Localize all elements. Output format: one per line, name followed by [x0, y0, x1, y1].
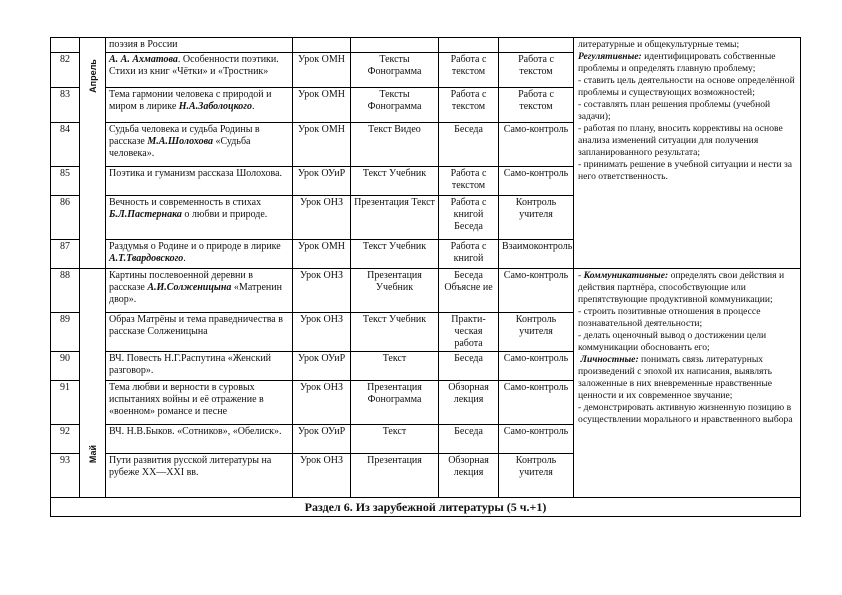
lesson-topic: [106, 196, 293, 240]
lesson-topic: [106, 381, 293, 425]
lesson-type: Урок ОМН: [293, 123, 351, 167]
lesson-means: Презентация: [351, 454, 439, 498]
row-number: 91: [51, 381, 80, 425]
row-number: 85: [51, 167, 80, 196]
lesson-means: Презентация Текст: [351, 196, 439, 240]
author-name: Б.Л.Пастернака: [109, 209, 182, 220]
lesson-activity: Обзорная лекция: [439, 454, 499, 498]
lesson-type: Урок ОНЗ: [293, 313, 351, 352]
topic-text: Образ Матрёны и тема праведничества в рассказе Солженицына: [109, 314, 283, 337]
lesson-activity: Беседа: [439, 352, 499, 381]
row-number: 86: [51, 196, 80, 240]
lesson-topic: [106, 269, 293, 313]
topic-text: «Судьба человека».: [109, 136, 251, 159]
lesson-type: Урок ОУиР: [293, 167, 351, 196]
lesson-activity: Практи-ческая работа: [439, 313, 499, 352]
topic-continuation: поэзия в России: [106, 38, 293, 53]
lesson-activity: Беседа: [439, 425, 499, 454]
author-name: М.А.Шолохова: [147, 136, 214, 147]
topic-text: Вечность и современность в стихах: [109, 197, 262, 208]
topic-text: Судьба человека и судьба Родины в рассказе: [109, 124, 260, 147]
lesson-activity: Беседа: [439, 123, 499, 167]
lesson-means: Тексты Фонограмма: [351, 88, 439, 123]
lesson-topic: [106, 167, 293, 196]
lesson-type: Урок ОНЗ: [293, 269, 351, 313]
topic-text: Тема любви и верности в суровых испытаниях войны и её отражение в «военном» романсе и песне: [109, 382, 264, 417]
lesson-activity: Работа с текстом: [439, 88, 499, 123]
lesson-control: Контроль учителя: [499, 454, 574, 498]
topic-text: ВЧ. Повесть Н.Г.Распутина «Женский разговор».: [109, 353, 272, 376]
lesson-topic: [106, 454, 293, 498]
uud-label-personal: Личностные:: [580, 354, 639, 365]
topic-text: Пути развития русской литературы на рубеже XX—XXI вв.: [109, 455, 272, 478]
row-number: 87: [51, 240, 80, 269]
row-number: 84: [51, 123, 80, 167]
lesson-type: Урок ОНЗ: [293, 454, 351, 498]
uud-text: идентифицировать собственные проблемы и определять главную проблему;: [578, 51, 776, 74]
lesson-topic: [106, 425, 293, 454]
table-row: [51, 38, 801, 53]
author-name: А. А. Ахматова: [109, 54, 178, 65]
uud-text: определять свои действия и действия партнёра, способствующие или препятствующие продуктивной коммуникации;: [578, 270, 785, 305]
lesson-means: Текст Учебник: [351, 240, 439, 269]
lesson-means: Текст: [351, 425, 439, 454]
row-number: 93: [51, 454, 80, 498]
lesson-type: Урок ОНЗ: [293, 381, 351, 425]
lesson-control: Само-контроль: [499, 123, 574, 167]
topic-text: «Матренин двор».: [109, 282, 282, 305]
uud-text: - строить позитивные отношения в процессе познавательной деятельности;: [578, 306, 761, 329]
lesson-means: Текст Видео: [351, 123, 439, 167]
lesson-means: Презентация Фонограмма: [351, 381, 439, 425]
month-label-may: Май: [87, 444, 98, 464]
row-number: 83: [51, 88, 80, 123]
uud-cell-bottom: - Коммуникативные: определять свои действия и действия партнёра, способствующие или препятствующие продуктивной коммуникации; - строить позитивные отношения в процессе познавательной деятельности; - делать оценочный вывод о достижении цели коммуникации обоснованть его; Личностные: понимать связь литературных произведений с эпохой их написания, выявлять заложенные в них вневременные нравственные ценности и их современное звучание; - демонстрировать активную жизненную позицию в осуществлении морального и нравственного выбора: [574, 269, 801, 498]
row-number: 90: [51, 352, 80, 381]
topic-text: ВЧ. Н.В.Быков. «Сотников», «Обелиск».: [109, 426, 282, 437]
uud-text: - принимать решение в учебной ситуации и нести за него ответственность.: [578, 159, 793, 182]
month-cell-may: [80, 269, 106, 498]
uud-text: - ставить цель деятельности на основе определённой проблемы и существующих возможностей;: [578, 75, 795, 98]
table-row: [51, 269, 801, 313]
lesson-control: Само-контроль: [499, 167, 574, 196]
uud-text: - составлять план решения проблемы (учебной задачи);: [578, 99, 771, 122]
author-name: А.И.Солженицына: [147, 282, 232, 293]
topic-text: . Особенности поэтики. Стихи из книг «Чётки» и «Тростник»: [109, 54, 279, 77]
section-header-row: [51, 498, 801, 517]
lesson-activity: Беседа Объясне ие: [439, 269, 499, 313]
lesson-activity: Работа с текстом: [439, 53, 499, 88]
lesson-type: Урок ОУиР: [293, 425, 351, 454]
lesson-type: Урок ОМН: [293, 88, 351, 123]
uud-text: литературные и общекультурные темы;: [578, 39, 740, 50]
lesson-control: Само-контроль: [499, 269, 574, 313]
lesson-type: Урок ОМН: [293, 53, 351, 88]
row-number: 92: [51, 425, 80, 454]
month-label-april: Апрель: [87, 59, 98, 93]
uud-label-communicative: Коммуникативные:: [583, 270, 669, 281]
lesson-control: Контроль учителя: [499, 196, 574, 240]
lesson-topic: [106, 53, 293, 88]
lesson-means: Тексты Фонограмма: [351, 53, 439, 88]
lesson-type: Урок ОНЗ: [293, 196, 351, 240]
topic-text: .: [183, 253, 186, 264]
lesson-control: Взаимоконтроль: [499, 240, 574, 269]
lesson-means: Текст Учебник: [351, 167, 439, 196]
lesson-control: Контроль учителя: [499, 313, 574, 352]
lesson-control: Работа с текстом: [499, 53, 574, 88]
lesson-means: Презентация Учебник: [351, 269, 439, 313]
row-number: 88: [51, 269, 80, 313]
lesson-activity: Работа с текстом: [439, 167, 499, 196]
row-number: [51, 38, 80, 53]
author-name: Н.А.Заболоцкого: [178, 101, 252, 112]
section-title: Раздел 6. Из зарубежной литературы (5 ч.+1): [51, 498, 801, 517]
lesson-means: Текст Учебник: [351, 313, 439, 352]
lesson-plan-table: [50, 37, 801, 517]
uud-cell-top: [574, 38, 801, 269]
row-number: 89: [51, 313, 80, 352]
lesson-control: Само-контроль: [499, 352, 574, 381]
lesson-topic: [106, 352, 293, 381]
lesson-control: Само-контроль: [499, 425, 574, 454]
topic-text: Тема гармонии человека с природой и миром в лирике: [109, 89, 272, 112]
author-name: А.Т.Твардовского: [109, 253, 184, 264]
month-cell-april: [80, 38, 106, 269]
lesson-type: Урок ОМН: [293, 240, 351, 269]
uud-text: - работая по плану, вносить коррективы на основе анализа изменений ситуации для получения запланированного результата;: [578, 123, 783, 158]
topic-text: Картины послевоенной деревни в рассказе: [109, 270, 253, 293]
topic-text: о любви и природе.: [181, 209, 268, 220]
lesson-activity: Работа с книгой: [439, 240, 499, 269]
lesson-control: Работа с текстом: [499, 88, 574, 123]
topic-text: .: [252, 101, 255, 112]
lesson-control: Само-контроль: [499, 381, 574, 425]
lesson-topic: [106, 88, 293, 123]
topic-text: Поэтика и гуманизм рассказа Шолохова.: [109, 168, 283, 179]
lesson-topic: [106, 313, 293, 352]
uud-text: - делать оценочный вывод о достижении цели коммуникации обоснованть его;: [578, 330, 767, 353]
lesson-topic: [106, 240, 293, 269]
lesson-means: Текст: [351, 352, 439, 381]
lesson-topic: [106, 123, 293, 167]
lesson-type: Урок ОУиР: [293, 352, 351, 381]
lesson-activity: Обзорная лекция: [439, 381, 499, 425]
uud-text: понимать связь литературных произведений с эпохой их написания, выявлять заложенные в них вневременные нравственные ценности и их современное звучание;: [578, 354, 773, 401]
row-number: 82: [51, 53, 80, 88]
uud-label-regulative: Регулятивные:: [578, 51, 642, 62]
topic-text: Раздумья о Родине и о природе в лирике: [109, 241, 281, 252]
uud-text: - демонстрировать активную жизненную позицию в осуществлении морального и нравственного выбора: [578, 402, 793, 425]
lesson-activity: Работа с книгой Беседа: [439, 196, 499, 240]
